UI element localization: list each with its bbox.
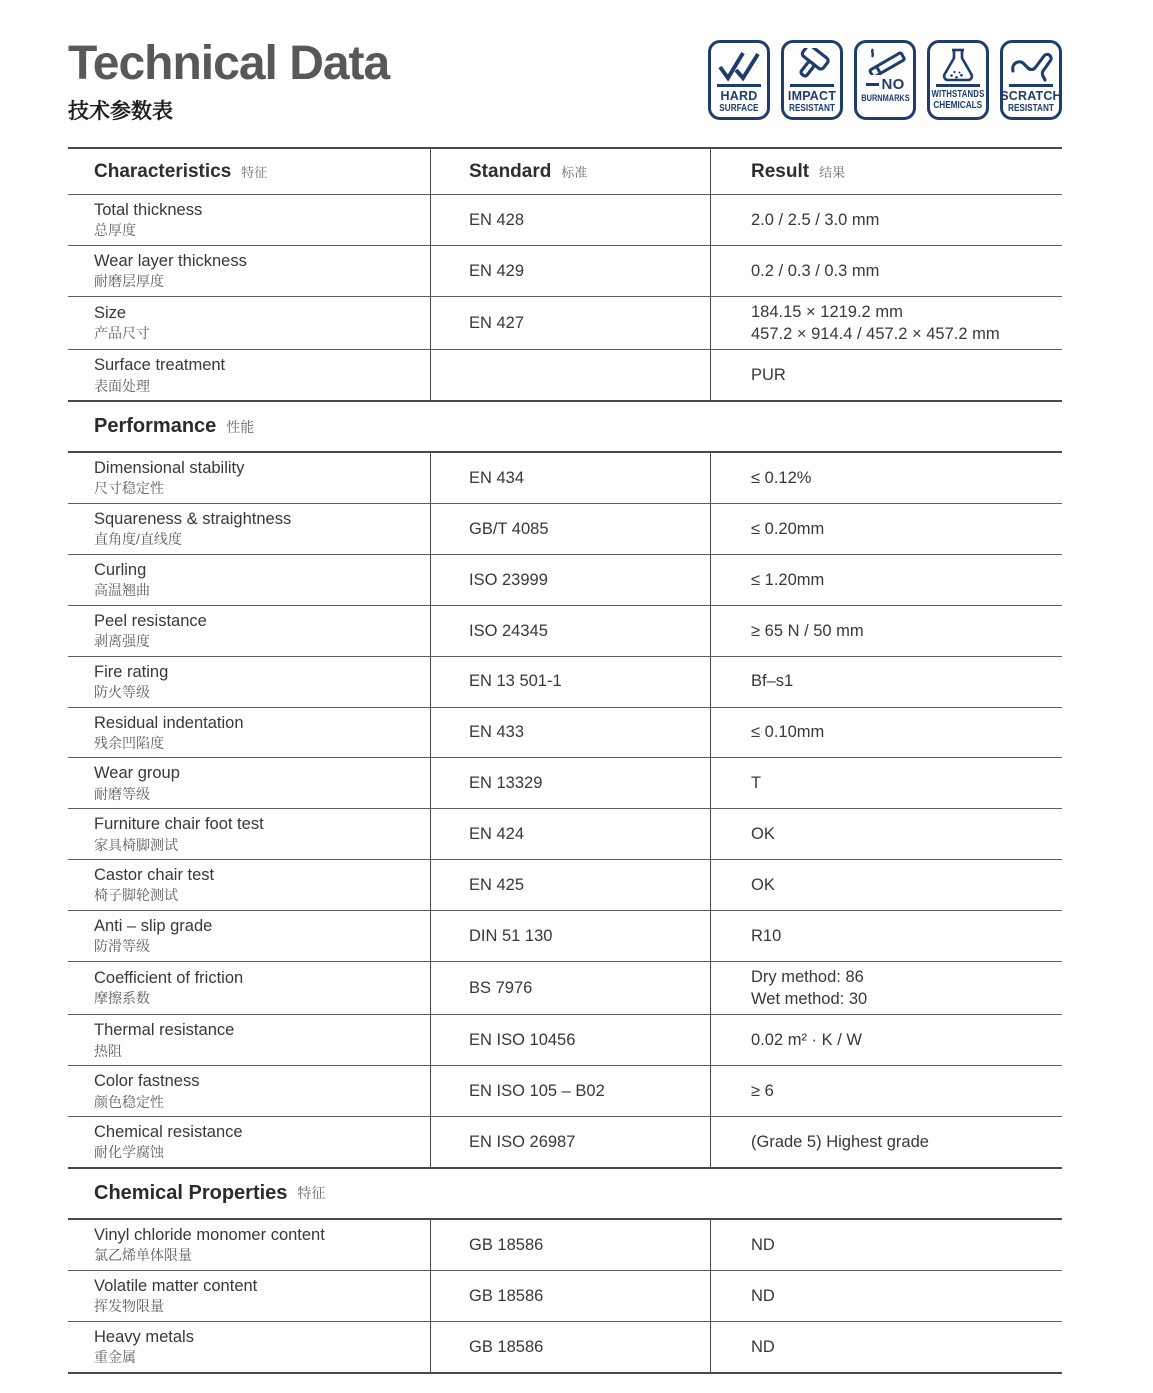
standard-cell [430, 246, 710, 296]
page-subtitle-zh: 技术参数表 [68, 99, 173, 123]
result-cell [710, 1271, 1062, 1321]
row-standard: BS 7976 [469, 978, 533, 997]
badge-scratch-resistant [1000, 40, 1062, 120]
table-header-row [68, 149, 1062, 194]
row-standard: DIN 51 130 [469, 926, 553, 945]
row-standard: EN 424 [469, 825, 525, 844]
row-name-en: Size [94, 304, 127, 323]
row-name-en: Total thickness [94, 201, 203, 219]
result-line: PUR [751, 366, 786, 385]
title-block [68, 38, 389, 125]
row-name-zh: 直角度/直线度 [94, 531, 182, 548]
result-line: OK [751, 875, 775, 894]
table-row [68, 245, 1062, 296]
row-name-zh: 产品尺寸 [94, 325, 150, 342]
row-name-en: Fire rating [94, 662, 169, 681]
row-standard: EN ISO 105 – B02 [469, 1082, 605, 1101]
table-row [68, 910, 1062, 961]
row-name-en: Surface treatment [94, 356, 226, 375]
result-line: Bf–s1 [751, 672, 794, 691]
col-header-zh: 特征 [241, 165, 268, 180]
result-line: Wet method: 30 [751, 990, 868, 1009]
row-name-en: Furniture chair foot test [94, 815, 264, 834]
table-row [68, 296, 1062, 350]
characteristic-cell [68, 962, 430, 1015]
row-standard: EN 428 [469, 210, 525, 229]
standard-cell [430, 1015, 710, 1065]
result-line: ≤ 0.20mm [751, 519, 825, 538]
table-row [68, 503, 1062, 554]
section-title-zh: 特征 [297, 1185, 326, 1202]
standard-cell [430, 708, 710, 758]
row-name-en: Anti – slip grade [94, 916, 213, 935]
row-standard: EN ISO 10456 [469, 1031, 576, 1050]
result-line: ≥ 6 [751, 1082, 774, 1101]
section-heading [68, 402, 1062, 451]
standard-cell [430, 504, 710, 554]
row-name-zh: 挥发物限量 [94, 1298, 164, 1315]
result-cell [710, 246, 1062, 296]
result-cell [710, 1066, 1062, 1116]
characteristic-cell [68, 453, 430, 503]
row-name-en: Color fastness [94, 1072, 200, 1091]
row-name-zh: 表面处理 [94, 377, 150, 394]
spec-table [68, 147, 1062, 1374]
result-cell [710, 1322, 1062, 1372]
table-row [68, 1270, 1062, 1321]
row-standard: GB/T 4085 [469, 519, 549, 538]
row-name-en: Peel resistance [94, 611, 207, 630]
table-row [68, 961, 1062, 1015]
row-standard: EN 434 [469, 468, 525, 487]
result-cell [710, 911, 1062, 961]
result-cell [710, 1220, 1062, 1270]
result-cell [710, 504, 1062, 554]
result-cell [710, 555, 1062, 605]
page-header [68, 38, 1062, 125]
mallet-icon [789, 48, 835, 82]
table-block [68, 451, 1062, 1169]
badge-no-row [866, 76, 905, 93]
standard-cell [430, 1117, 710, 1167]
badge-divider [936, 84, 980, 87]
characteristic-cell [68, 1066, 430, 1116]
row-name-zh: 颜色稳定性 [94, 1093, 164, 1110]
standard-cell [430, 1322, 710, 1372]
badge-divider [1009, 84, 1053, 87]
row-name-en: Squareness & straightness [94, 510, 292, 529]
row-standard: EN 13329 [469, 774, 543, 793]
row-name-zh: 总厚度 [94, 222, 136, 239]
badge-divider [866, 83, 879, 86]
table-row [68, 1014, 1062, 1065]
badge-sublabel: BURNMARKS [860, 93, 910, 104]
table-row [68, 194, 1062, 245]
characteristic-cell [68, 860, 430, 910]
col-header-zh: 结果 [819, 165, 846, 180]
col-header-zh: 标准 [561, 165, 588, 180]
standard-cell [430, 911, 710, 961]
badge-sublabel: CHEMICALS [933, 100, 983, 111]
table-row [68, 707, 1062, 758]
badge-label: SCRATCH [1000, 88, 1062, 103]
badge-label: IMPACT [787, 88, 837, 103]
result-line: OK [751, 825, 775, 844]
row-name-en: Castor chair test [94, 866, 215, 885]
row-name-zh: 剥离强度 [94, 633, 150, 650]
standard-cell [430, 962, 710, 1015]
table-row [68, 859, 1062, 910]
section-title-zh: 性能 [226, 418, 255, 435]
badge-impact-resistant [781, 40, 843, 120]
result-cell [710, 809, 1062, 859]
result-line: ND [751, 1286, 775, 1305]
table-row [68, 349, 1062, 400]
badge-withstands-chemicals [927, 40, 989, 120]
cigarette-icon [862, 48, 908, 75]
badge-divider [717, 84, 761, 87]
row-standard: EN 429 [469, 261, 525, 280]
result-line: ≤ 0.12% [751, 468, 812, 487]
row-name-en: Volatile matter content [94, 1276, 258, 1295]
result-cell [710, 657, 1062, 707]
row-standard: EN 433 [469, 723, 525, 742]
result-line: ND [751, 1337, 775, 1356]
characteristic-cell [68, 504, 430, 554]
characteristic-cell [68, 1322, 430, 1372]
table-row [68, 1321, 1062, 1372]
section-title-en: Chemical Properties [94, 1181, 288, 1204]
col-header-en: Standard [469, 160, 552, 182]
characteristic-cell [68, 708, 430, 758]
standard-cell [430, 453, 710, 503]
standard-cell [430, 657, 710, 707]
table-row [68, 656, 1062, 707]
standard-cell [430, 1220, 710, 1270]
row-name-zh: 耐化学腐蚀 [94, 1144, 164, 1161]
badge-hard-surface [708, 40, 770, 120]
row-name-zh: 防火等级 [94, 683, 150, 700]
standard-cell [430, 297, 710, 350]
high-heel-icon [1008, 48, 1054, 82]
col-header-en: Result [751, 160, 810, 182]
result-line: ≥ 65 N / 50 mm [751, 621, 864, 640]
result-line: 0.02 m² · K / W [751, 1031, 862, 1050]
result-cell [710, 297, 1062, 350]
badge-sublabel: SURFACE [719, 102, 759, 114]
badge-label: HARD [720, 88, 758, 103]
badge-no-burnmarks [854, 40, 916, 120]
result-line: ≤ 1.20mm [751, 570, 825, 589]
result-cell [710, 758, 1062, 808]
row-name-en: Thermal resistance [94, 1021, 235, 1040]
characteristic-cell [68, 911, 430, 961]
row-name-zh: 尺寸稳定性 [94, 480, 164, 497]
row-name-en: Vinyl chloride monomer content [94, 1226, 325, 1245]
row-standard: EN 425 [469, 875, 525, 894]
col-header-standard [430, 149, 710, 194]
row-name-zh: 家具椅脚测试 [94, 836, 178, 853]
row-name-en: Residual indentation [94, 713, 244, 732]
col-header-en: Characteristics [94, 160, 232, 182]
characteristic-cell [68, 758, 430, 808]
row-name-en: Heavy metals [94, 1327, 194, 1346]
characteristic-cell [68, 1015, 430, 1065]
row-name-en: Coefficient of friction [94, 969, 244, 988]
result-line: ≤ 0.10mm [751, 723, 825, 742]
result-cell [710, 195, 1062, 245]
result-cell [710, 860, 1062, 910]
characteristic-cell [68, 1220, 430, 1270]
result-cell [710, 350, 1062, 400]
col-header-characteristics [68, 149, 430, 194]
table-row [68, 1065, 1062, 1116]
characteristic-cell [68, 809, 430, 859]
row-name-en: Curling [94, 560, 147, 579]
row-name-zh: 耐磨层厚度 [94, 273, 164, 290]
result-line: (Grade 5) Highest grade [751, 1132, 929, 1151]
double-checkmark-icon [716, 48, 762, 82]
characteristic-cell [68, 555, 430, 605]
row-name-en: Dimensional stability [94, 459, 245, 478]
table-row [68, 1220, 1062, 1270]
row-name-en: Chemical resistance [94, 1123, 243, 1142]
result-cell [710, 1015, 1062, 1065]
characteristic-cell [68, 195, 430, 245]
characteristic-cell [68, 350, 430, 400]
row-standard: EN ISO 26987 [469, 1132, 576, 1151]
certification-badges [708, 40, 1062, 120]
row-name-zh: 椅子脚轮测试 [94, 887, 178, 904]
result-line: 2.0 / 2.5 / 3.0 mm [751, 210, 880, 229]
standard-cell [430, 195, 710, 245]
result-cell [710, 962, 1062, 1015]
result-line: ND [751, 1235, 775, 1254]
result-cell [710, 606, 1062, 656]
table-block [68, 1218, 1062, 1374]
result-cell [710, 708, 1062, 758]
row-name-zh: 高温翘曲 [94, 582, 150, 599]
result-line: 184.15 × 1219.2 mm [751, 302, 903, 321]
row-standard: GB 18586 [469, 1235, 544, 1254]
row-standard: ISO 24345 [469, 621, 548, 640]
col-header-result [710, 149, 1062, 194]
row-name-zh: 热阻 [94, 1042, 122, 1059]
row-name-zh: 重金属 [94, 1349, 136, 1366]
table-row [68, 605, 1062, 656]
row-name-zh: 防滑等级 [94, 938, 150, 955]
table-row [68, 808, 1062, 859]
result-line: 0.2 / 0.3 / 0.3 mm [751, 261, 880, 280]
standard-cell [430, 809, 710, 859]
result-line: 457.2 × 914.4 / 457.2 × 457.2 mm [751, 324, 1000, 343]
characteristic-cell [68, 297, 430, 350]
result-line: R10 [751, 926, 782, 945]
badge-label: NO [881, 76, 905, 93]
standard-cell [430, 606, 710, 656]
standard-cell [430, 350, 710, 400]
standard-cell [430, 1271, 710, 1321]
result-cell [710, 453, 1062, 503]
row-standard: GB 18586 [469, 1337, 544, 1356]
badge-label: WITHSTANDS [931, 88, 985, 100]
standard-cell [430, 1066, 710, 1116]
table-row [68, 453, 1062, 503]
table-block-characteristics [68, 147, 1062, 402]
result-line: T [751, 774, 762, 793]
characteristic-cell [68, 1117, 430, 1167]
badge-sublabel: RESISTANT [789, 102, 835, 114]
row-name-zh: 耐磨等级 [94, 785, 150, 802]
result-cell [710, 1117, 1062, 1167]
row-name-zh: 残余凹陷度 [94, 734, 164, 751]
section-title-en: Performance [94, 415, 217, 438]
row-name-zh: 摩擦系数 [94, 990, 150, 1007]
row-name-zh: 氯乙烯单体限量 [94, 1247, 192, 1264]
standard-cell [430, 758, 710, 808]
row-standard: GB 18586 [469, 1286, 544, 1305]
row-standard: ISO 23999 [469, 570, 548, 589]
standard-cell [430, 555, 710, 605]
characteristic-cell [68, 606, 430, 656]
characteristic-cell [68, 246, 430, 296]
characteristic-cell [68, 657, 430, 707]
characteristic-cell [68, 1271, 430, 1321]
section-heading [68, 1169, 1062, 1218]
badge-sublabel: RESISTANT [1008, 102, 1054, 114]
standard-cell [430, 860, 710, 910]
flask-icon [935, 48, 981, 82]
table-row [68, 757, 1062, 808]
page-title: Technical Data [68, 37, 390, 90]
row-standard: EN 427 [469, 313, 525, 332]
result-line: Dry method: 86 [751, 967, 864, 986]
table-row [68, 554, 1062, 605]
badge-divider [790, 84, 834, 87]
row-name-en: Wear group [94, 764, 180, 783]
table-row [68, 1116, 1062, 1167]
row-standard: EN 13 501-1 [469, 672, 562, 691]
row-name-en: Wear layer thickness [94, 251, 247, 270]
